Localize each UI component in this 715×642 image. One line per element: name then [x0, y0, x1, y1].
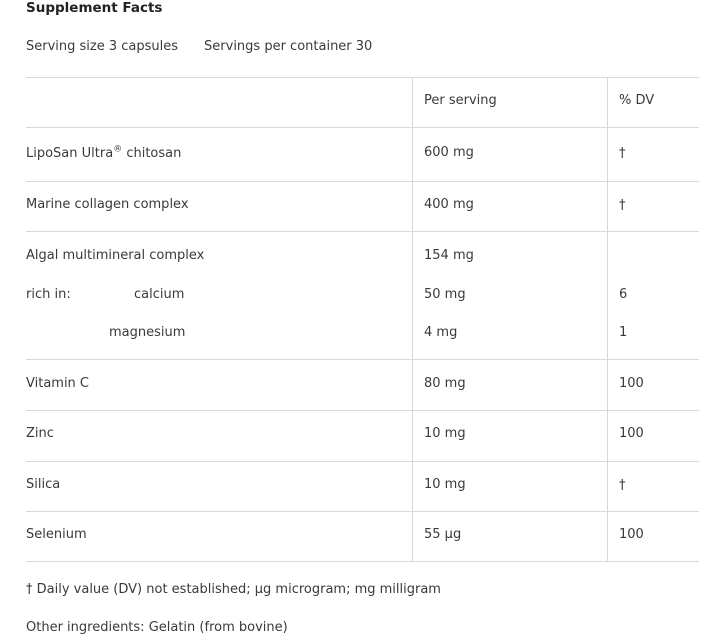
ingredient-name: magnesium [109, 325, 186, 340]
ingredient-amount: 10 mg [424, 477, 466, 492]
ingredient-amount: 4 mg [424, 325, 458, 340]
table-divider [26, 410, 699, 411]
ingredient-dv: † [619, 146, 626, 161]
ingredient-amount: 154 mg [424, 248, 474, 263]
ingredient-amount: 10 mg [424, 426, 466, 441]
ingredient-name: calcium [134, 287, 185, 302]
footnote: † Daily value (DV) not established; µg microgram; mg milligram [26, 582, 441, 597]
servings-per-container: Servings per container 30 [204, 39, 373, 54]
ingredient-dv: 1 [619, 325, 628, 340]
ingredient-dv: 100 [619, 376, 644, 391]
ingredient-amount: 80 mg [424, 376, 466, 391]
ingredient-dv: 6 [619, 287, 628, 302]
ingredient-amount: 55 µg [424, 527, 462, 542]
ingredient-dv: 100 [619, 527, 644, 542]
ingredient-name: Vitamin C [26, 376, 90, 391]
table-divider [26, 231, 699, 232]
ingredient-name: Marine collagen complex [26, 197, 189, 212]
ingredient-name: Zinc [26, 426, 54, 441]
ingredient-prefix: rich in: [26, 287, 71, 302]
ingredient-dv: † [619, 198, 626, 213]
serving-size: Serving size 3 capsules [26, 39, 179, 54]
column-divider [607, 78, 608, 562]
column-divider [412, 78, 413, 562]
ingredient-name: Algal multimineral complex [26, 248, 205, 263]
ingredient-name: LipoSan Ultra® chitosan [26, 144, 182, 161]
ingredient-dv: 100 [619, 426, 644, 441]
ingredient-dv: † [619, 478, 626, 493]
ingredient-amount: 400 mg [424, 197, 474, 212]
other-ingredients: Other ingredients: Gelatin (from bovine) [26, 620, 288, 635]
table-divider [26, 127, 699, 128]
table-divider [26, 181, 699, 182]
table-divider [26, 359, 699, 360]
ingredient-name: Silica [26, 477, 61, 492]
header-dv: % DV [619, 93, 655, 108]
ingredient-name: Selenium [26, 527, 87, 542]
page-title: Supplement Facts [26, 0, 163, 16]
ingredient-amount: 50 mg [424, 287, 466, 302]
header-per-serving: Per serving [424, 93, 497, 108]
table-divider [26, 511, 699, 512]
table-divider [26, 461, 699, 462]
table-divider [26, 77, 699, 78]
ingredient-amount: 600 mg [424, 145, 474, 160]
table-divider [26, 561, 699, 562]
serving-info [26, 39, 372, 54]
